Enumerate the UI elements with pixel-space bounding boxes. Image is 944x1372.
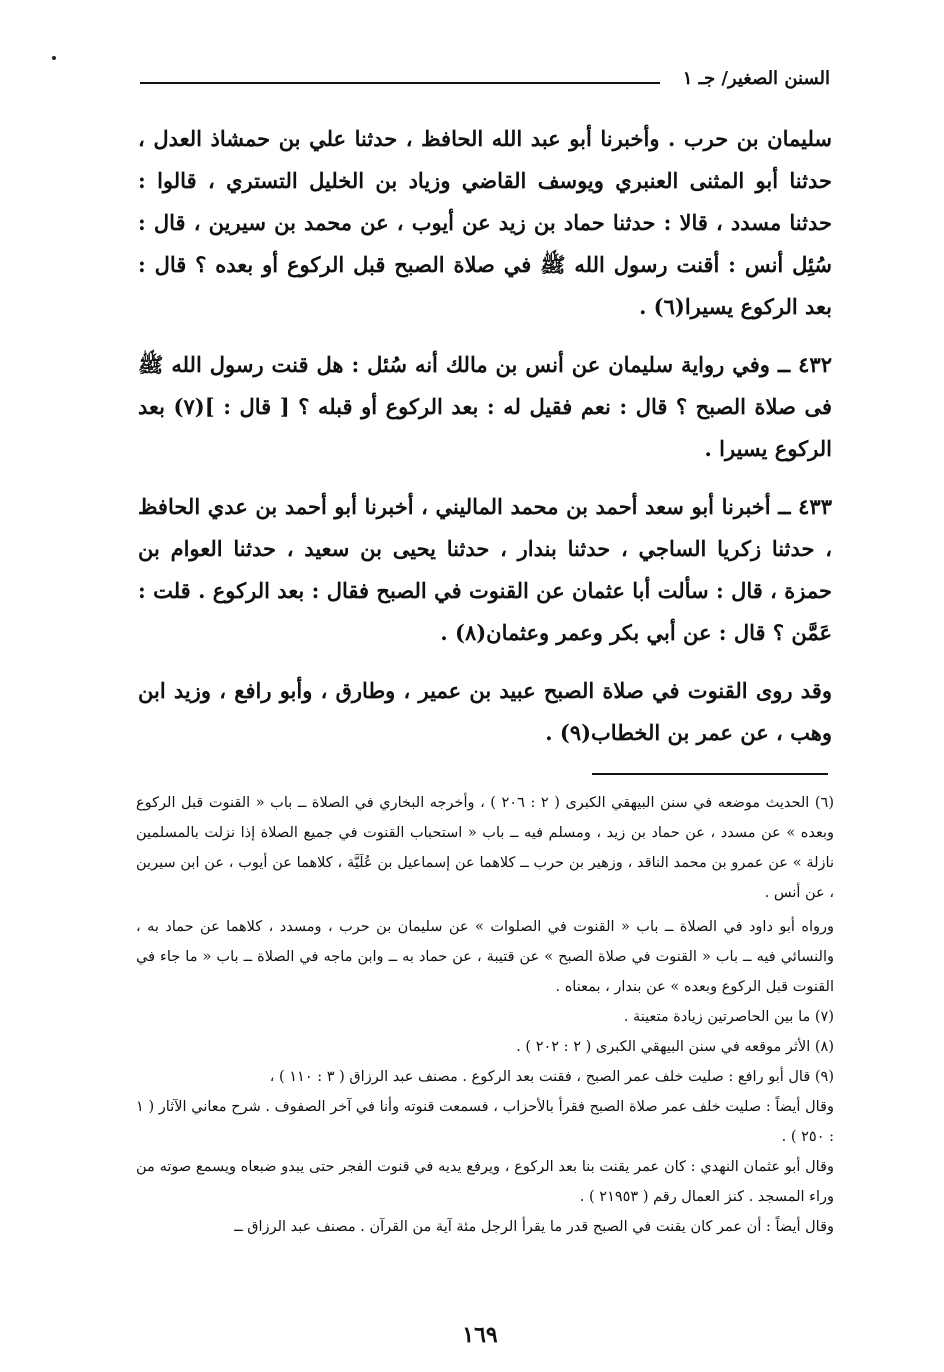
header-rule xyxy=(140,82,660,84)
page-speck xyxy=(52,56,56,60)
footnote-8: (٨) الأثر موقعه في سنن البيهقي الكبرى ( ٢ : ٢٠٢ ) . xyxy=(516,1039,834,1055)
hadith-432: ٤٣٢ ــ وفي رواية سليمان عن أنس بن مالك أنه سُئل : هل قنت رسول الله ﷺ فى صلاة الصبح ؟ قال : نعم فقيل له : بعد الركوع أو قبله ؟ [ قال : ](٧) بعد الركوع يسيرا . xyxy=(138,352,833,461)
footnote-9-fourth: وقال أيضاً : أن عمر كان يقنت في الصبح قدر ما يقرأ الرجل مئة آية من القرآن . مصنف عبد الرزاق ــ xyxy=(234,1219,834,1235)
footnote-9: (٩) قال أبو رافع : صليت خلف عمر الصبح ، فقنت بعد الركوع . مصنف عبد الرزاق ( ٣ : ١١٠ ) ، xyxy=(269,1069,834,1085)
footnote-6-continued: ورواه أبو داود في الصلاة ــ باب « القنوت في الصلوات » عن سليمان بن حرب ، ومسدد ، كلاهما عن حماد به ، والنسائي فيه ــ باب « القنوت في صلاة الصبح » عن قتيبة ، عن حماد به ــ وابن ماجه في الصلاة ــ باب « ما جاء في القنوت قبل الركوع وبعده » عن بندار ، بمعناه . xyxy=(136,919,834,995)
header-title: السنن الصغير/ جـ ١ xyxy=(682,68,830,89)
main-text xyxy=(138,118,832,754)
paragraph-narrators: وقد روى القنوت في صلاة الصبح عبيد بن عمير ، وطارق ، وأبو رافع ، وزيد ابن وهب ، عن عمر بن الخطاب(٩) . xyxy=(138,678,832,745)
footnote-9-third: وقال أبو عثمان النهدي : كان عمر يقنت بنا بعد الركوع ، ويرفع يديه في قنوت الفجر حتى يبدو ضبعاه ويسمع صوته من وراء المسجد . كنز العمال رقم ( ٢١٩٥٣ ) . xyxy=(136,1159,834,1205)
footnote-6: (٦) الحديث موضعه في سنن البيهقي الكبرى ( ٢ : ٢٠٦ ) ، وأخرجه البخاري في الصلاة ــ باب « القنوت قبل الركوع وبعده » عن مسدد ، عن حماد بن زيد ، ومسلم فيه ــ باب « استحباب القنوت في جميع الصلاة إذا نزلت بالمسلمين نازلة » عن عمرو بن محمد الناقد ، وزهير بن حرب ــ كلاهما عن إسماعيل بن عُلَيَّة ، كلاهما عن أيوب ، عن ابن سيرين ، عن أنس . xyxy=(136,795,834,901)
footnotes xyxy=(136,788,834,1242)
footnote-7: (٧) ما بين الحاصرتين زيادة متعينة . xyxy=(623,1009,834,1025)
footnote-9-second: وقال أيضاً : صليت خلف عمر صلاة الصبح فقرأ بالأحزاب ، فسمعت قنوته وأنا في آخر الصفوف . شرح معاني الآثار ( ١ : ٢٥٠ ) . xyxy=(136,1099,834,1145)
hadith-433: ٤٣٣ ــ أخبرنا أبو سعد أحمد بن محمد الماليني ، أخبرنا أبو أحمد بن عدي الحافظ ، حدثنا زكريا الساجي ، حدثنا بندار ، حدثنا يحيى بن سعيد ، حدثنا العوام بن حمزة ، قال : سألت أبا عثمان عن القنوت في الصبح فقال : بعد الركوع . قلت : عَمَّن ؟ قال : عن أبي بكر وعمر وعثمان(٨) . xyxy=(138,494,832,645)
page-number: ١٦٩ xyxy=(462,1322,498,1348)
footnote-divider xyxy=(592,773,828,775)
running-header xyxy=(140,68,830,94)
paragraph-continuation: سليمان بن حرب . وأخبرنا أبو عبد الله الحافظ ، حدثنا علي بن حمشاذ العدل ، حدثنا أبو المثنى العنبري ويوسف القاضي وزياد بن الخليل التستري ، قالوا : حدثنا مسدد ، قالا : حدثنا حماد بن زيد عن أيوب ، عن محمد بن سيرين ، قال : سُئِل أنس : أقنت رسول الله ﷺ في صلاة الصبح قبل الركوع أو بعده ؟ قال : بعد الركوع يسيرا(٦) . xyxy=(138,126,832,319)
